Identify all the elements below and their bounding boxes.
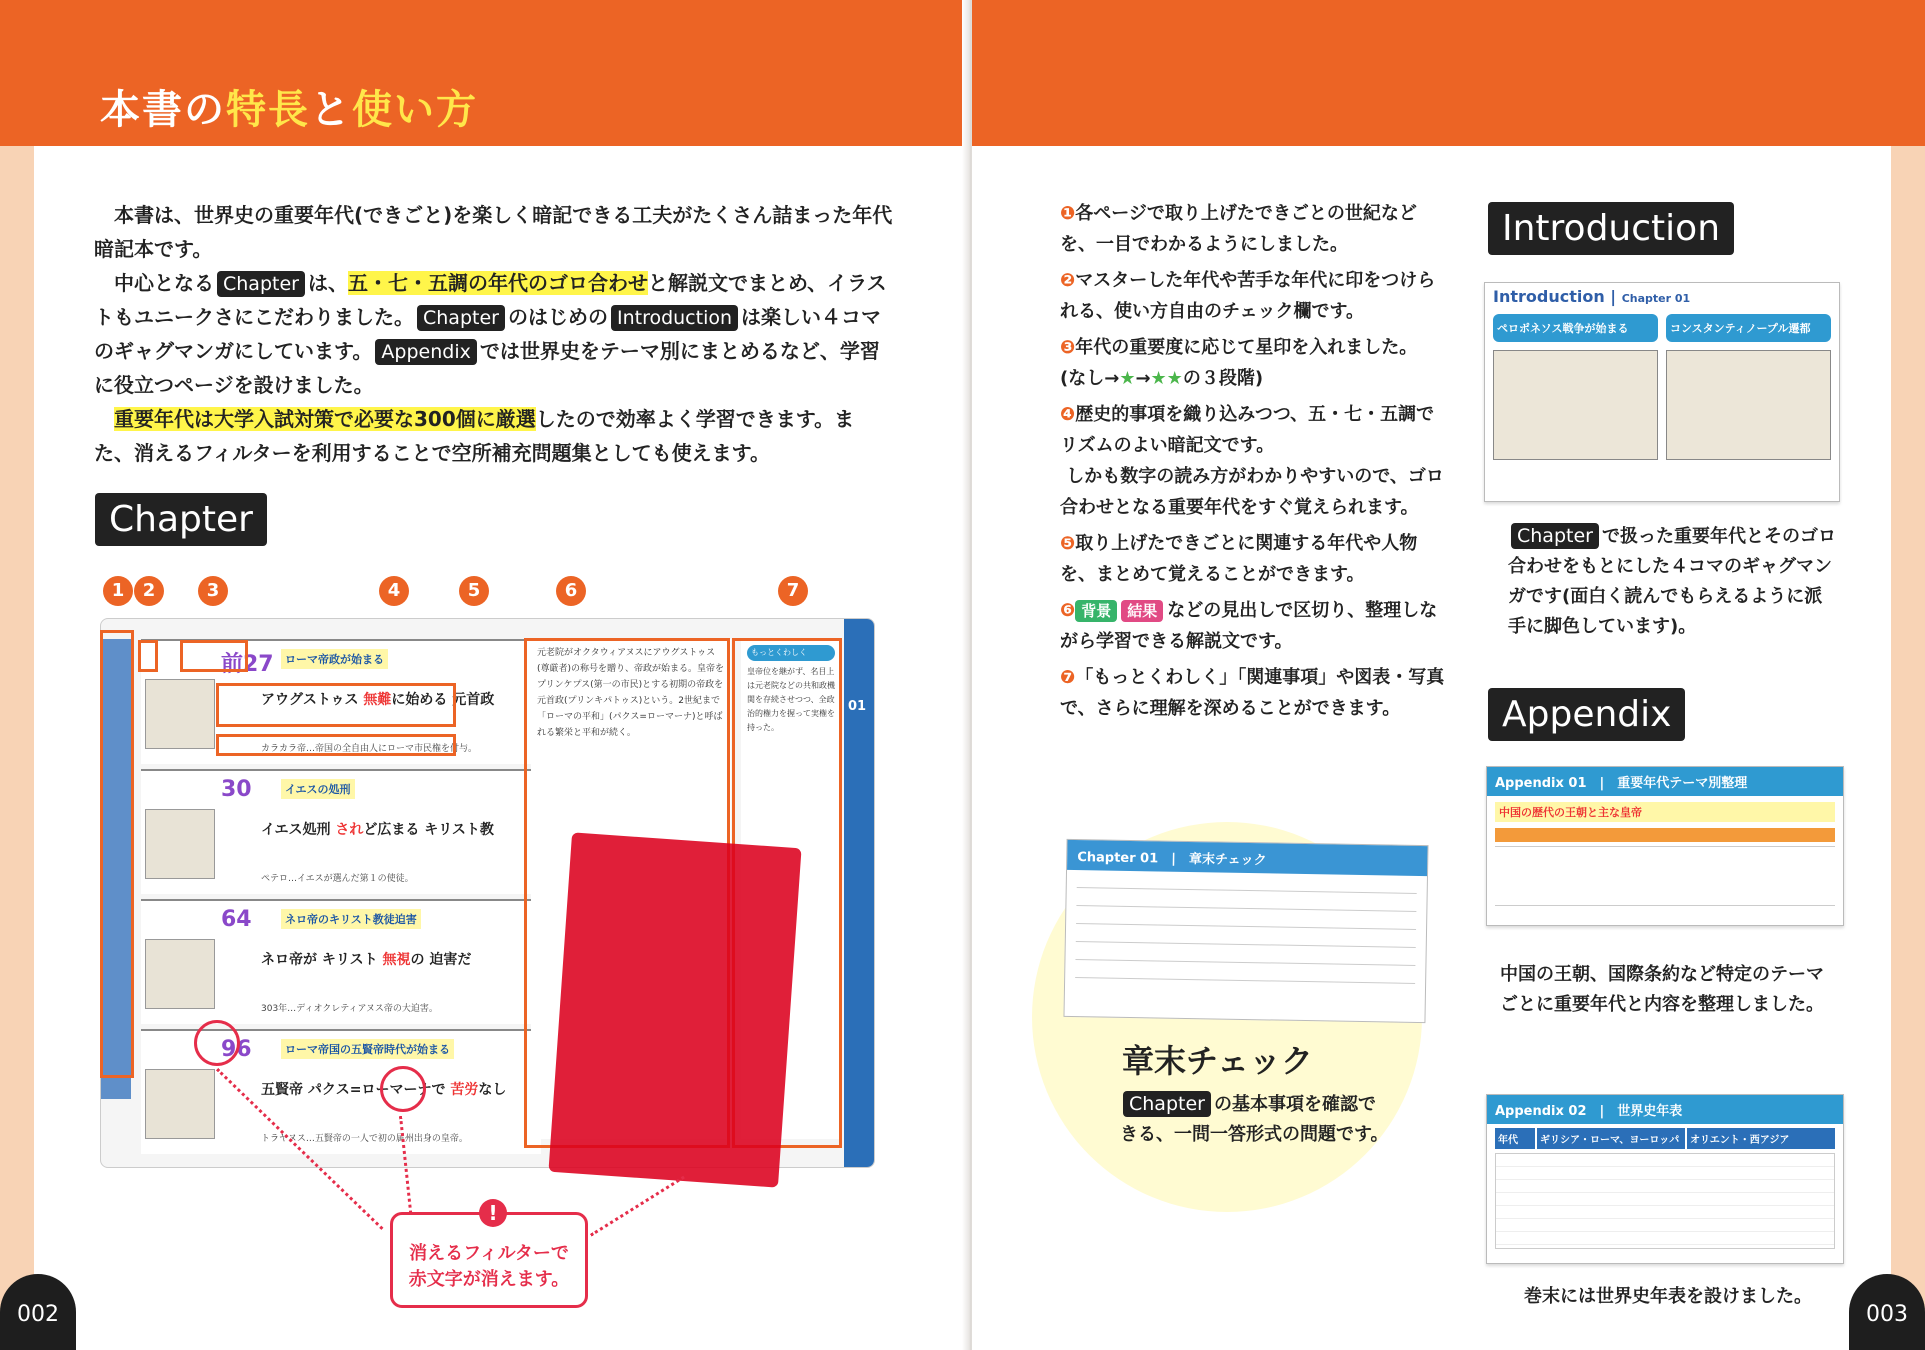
feature-item-5: ❺取り上げたできごとに関連する年代や人物を、まとめて覚えることができます。 (1060, 533, 1418, 585)
callout-6: 6 (556, 576, 586, 606)
appendix-1-text: 中国の王朝、国際条約など特定のテーマごとに重要年代と内容を整理しました。 (1500, 964, 1824, 1015)
example-row-2: 30 イエスの処刑 イエス処刑 されど広まる キリスト教 ペテロ…イエスが選んだ第１の使徒。 (141, 769, 541, 894)
red-circle-word (380, 1066, 426, 1112)
red-filter-sheet (548, 832, 801, 1187)
example-row-4: 96 ローマ帝国の五賢帝時代が始まる 五賢帝 パクス=ローマーナで 苦労なし トラヤヌス…五賢帝の一人で初の属州出身の皇帝。 (141, 1029, 541, 1154)
shoumatsu-card: Chapter 01 | 章末チェック (1063, 839, 1428, 1023)
star-icon: ★ (1119, 368, 1136, 389)
manga-panel (1666, 350, 1831, 460)
page-number-right: 003 (1849, 1274, 1925, 1350)
highlight-goro (216, 683, 456, 727)
filter-note: ! 消えるフィルターで 赤文字が消えます。 (390, 1212, 588, 1308)
callout-1: 1 (103, 576, 133, 606)
page-number-left: 002 (0, 1274, 76, 1350)
feature-item-7: ❼「もっとくわしく」「関連事項」や図表・写真で、さらに理解を深めることができます。 (1060, 667, 1445, 719)
header-band (972, 0, 1925, 146)
dotted-line (590, 1176, 685, 1237)
example-row-3: 64 ネロ帝のキリスト教徒迫害 ネロ帝が キリスト 無視の 迫害だ 303年…ディオクレティアヌス帝の大迫害。 (141, 899, 541, 1024)
warning-icon: ! (479, 1199, 507, 1227)
illustration (145, 809, 215, 879)
highlight-year (180, 640, 248, 672)
intro-text (94, 198, 894, 470)
chapter-chip: Chapter (1123, 1091, 1211, 1117)
callout-4: 4 (379, 576, 409, 606)
callout-5: 5 (459, 576, 489, 606)
star-icon: ★★ (1150, 368, 1183, 389)
callout-2: 2 (134, 576, 164, 606)
shoumatsu-title: 章末チェック (1122, 1042, 1314, 1080)
illustration (145, 679, 215, 749)
callout-3: 3 (198, 576, 228, 606)
intro-paragraph-2: 中心となる Chapter は、五・七・五調の年代のゴロ合わせと解説文でまとめ、イラストもユニークさにこだわりました。 Chapter のはじめの Introduction は楽しい４コマのギャグマンガにしています。 Appendix では世界史をテーマ別にまとめるなど、学習に役立つページを設けました。 (94, 271, 887, 397)
intro-paragraph-1: 本書は、世界史の重要年代(できごと)を楽しく暗記できる工夫がたくさん詰まった年代暗記本です。 (94, 203, 893, 261)
right-page (972, 0, 1925, 1350)
more-detail-column: もっとくわしく 皇帝位を継がず、名目上は元老院などの共和政機関を存続させつつ、全政治的権力を握って実権を持った。 (741, 639, 841, 1139)
introduction-text: Chapter で扱った重要年代とそのゴロ合わせをもとにした４コマのギャグマンガです(面白く読んでもらえるように派手に脚色しています)。 (1508, 525, 1836, 637)
page-title: 本書の特長と使い方 (100, 87, 478, 133)
feature-item-3: ❸年代の重要度に応じて星印を入れました。 (なし→★→★★の３段階) (1060, 337, 1418, 389)
highlight-century (100, 630, 134, 1078)
feature-list (1060, 198, 1450, 729)
feature-item-4: ❹歴史的事項を織り込みつつ、五・七・五調でリズムのよい暗記文です。 しかも数字の読み方がわかりやすいので、ゴロ合わせとなる重要年代をすぐ覚えられます。 (1060, 404, 1444, 518)
example-row-1: 前27 ローマ帝政が始まる アウグストゥス 無難に始める 元首政 カラカラ帝…帝国の全自由人にローマ市民権を付与。 (141, 639, 541, 764)
appendix-1-card: Appendix 01 | 重要年代テーマ別整理 中国の歴代の王朝と主な皇帝 (1486, 766, 1844, 926)
chapter-chip: Chapter (417, 305, 505, 331)
tag-background: 背景 (1075, 600, 1117, 622)
highlight-check (138, 640, 158, 672)
intro-paragraph-3: 重要年代は大学入試対策で必要な300個に厳選したので効率よく学習できます。また、消えるフィルターを利用することで空所補充問題集としても使えます。 (94, 407, 855, 465)
introduction-chip: Introduction (611, 305, 738, 331)
feature-item-1: ❶各ページで取り上げたできごとの世紀などを、一目でわかるようにしました。 (1060, 203, 1417, 255)
appendix-label: Appendix (1488, 688, 1685, 741)
appendix-2-card: Appendix 02 | 世界史年表 年代 ギリシア・ローマ、ヨーロッパ オリエント・西アジア (1486, 1094, 1844, 1264)
feature-item-2: ❷マスターした年代や苦手な年代に印をつけられる、使い方自由のチェック欄です。 (1060, 270, 1436, 322)
highlight-related (216, 734, 456, 756)
chapter-label: Chapter (95, 493, 267, 546)
callout-7: 7 (778, 576, 808, 606)
side-strip (1891, 146, 1925, 1350)
chapter-tab: 01 (844, 619, 874, 1168)
introduction-label: Introduction (1488, 202, 1734, 255)
manga-panel (1493, 350, 1658, 460)
appendix-2-text: 巻末には世界史年表を設けました。 (1524, 1286, 1812, 1307)
side-strip (0, 146, 34, 1350)
illustration (145, 1069, 215, 1139)
feature-item-6: ❻ 背景 結果 などの見出しで区切り、整理しながら学習できる解説文です。 (1060, 600, 1438, 652)
tag-result: 結果 (1121, 600, 1163, 622)
shoumatsu-text: Chapter の基本事項を確認できる、一問一答形式の問題です。 (1120, 1093, 1389, 1145)
illustration (145, 939, 215, 1009)
red-circle-year (194, 1020, 240, 1066)
appendix-chip: Appendix (375, 339, 476, 365)
chapter-chip: Chapter (217, 271, 305, 297)
explanation-column: 元老院がオクタウィアヌスにアウグストゥス(尊厳者)の称号を贈り、帝政が始まる。皇帝をプリンケプス(第一の市民)とする初期の帝政を元首政(プリンキパトゥス)という。2世紀まで「ローマの平和」(パクス=ローマーナ)と呼ばれる繁栄と平和が続く。 (531, 639, 731, 1139)
introduction-card: Introduction | Chapter 01 ペロポネソス戦争が始まる コンスタンティノープル遷都 (1484, 282, 1840, 502)
chapter-chip: Chapter (1511, 523, 1599, 549)
